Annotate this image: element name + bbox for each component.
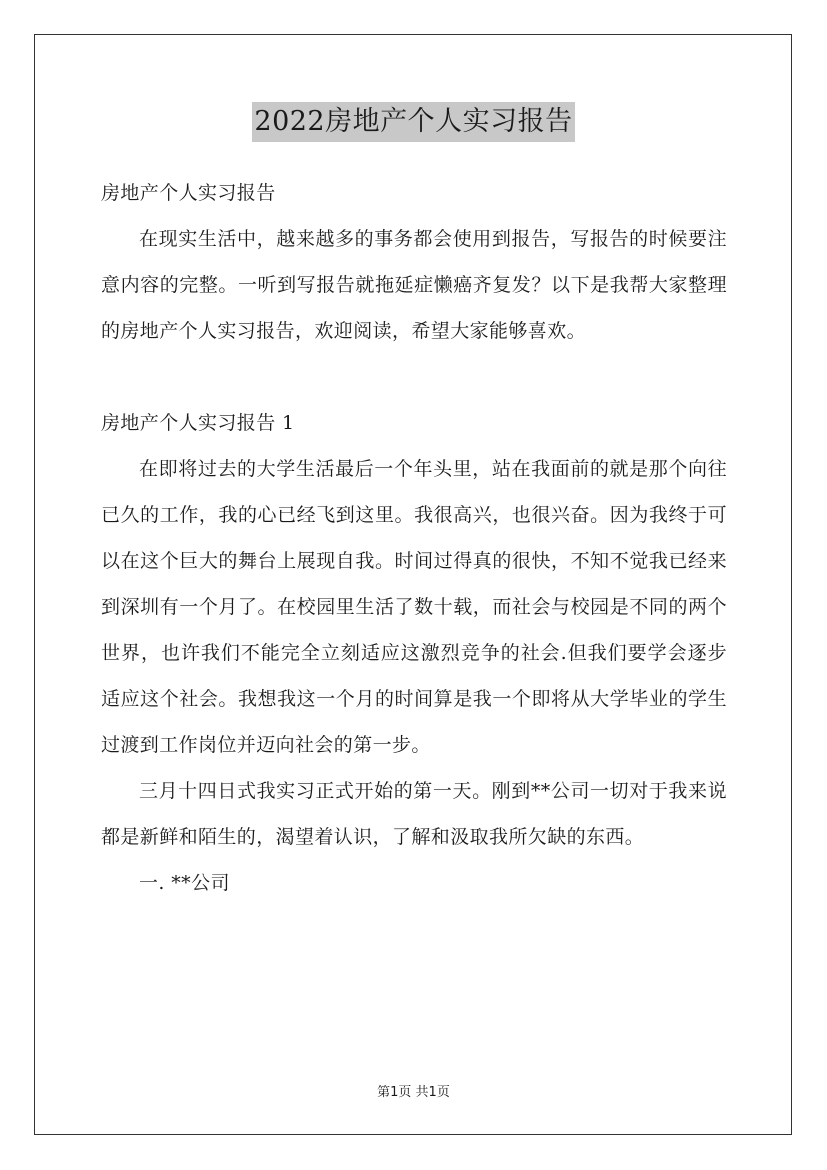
list-item-company: 一. **公司 (139, 872, 230, 894)
body-paragraph-1: 在即将过去的大学生活最后一个年头里，站在我面前的就是那个向往已久的工作，我的心已经飞到这里。我很高兴，也很兴奋。因为我终于可以在这个巨大的舞台上展现自我。时间过得真的很快，不知不觉我已经来到深圳有一个月了。在校园里生活了数十载，而社会与校园是不同的两个世界，也许我们不能完全立刻适应这激烈竞争的社会.但我们要学会逐步适应这个社会。我想我这一个月的时间算是我一个即将从大学毕业的学生过渡到工作岗位并迈向社会的第一步。 (101, 458, 727, 756)
section-heading-1: 房地产个人实习报告 1 (101, 412, 295, 434)
paragraph-gap (101, 354, 727, 400)
document-title: 2022房地产个人实习报告 (252, 102, 574, 142)
body-paragraph-2: 三月十四日式我实习正式开始的第一天。刚到**公司一切对于我来说都是新鲜和陌生的，渴望着认识，了解和汲取我所欠缺的东西。 (101, 780, 727, 848)
intro-paragraph: 在现实生活中，越来越多的事务都会使用到报告，写报告的时候要注意内容的完整。一听到写报告就拖延症懒癌齐复发？以下是我帮大家整理的房地产个人实习报告，欢迎阅读，希望大家能够喜欢。 (101, 228, 727, 342)
document-body (101, 170, 727, 906)
page-footer: 第1页 共1页 (377, 1085, 450, 1100)
title-container (0, 102, 827, 142)
section-heading: 房地产个人实习报告 (101, 182, 276, 204)
